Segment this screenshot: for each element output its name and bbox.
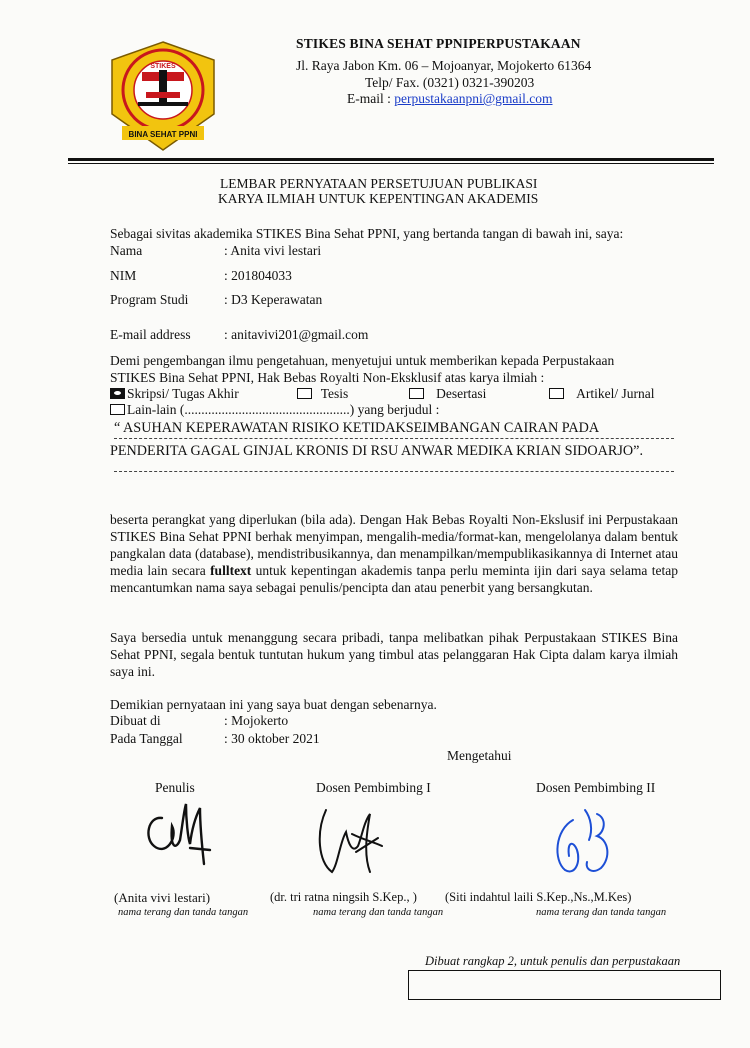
- option-skripsi[interactable]: [110, 386, 239, 402]
- checkbox-icon[interactable]: [110, 404, 125, 415]
- made-at-label: Dibuat di: [110, 713, 161, 728]
- letterhead-rule-thick: [68, 158, 714, 161]
- dosen2-signature: [545, 800, 625, 885]
- role-dosen-1: Dosen Pembimbing I: [316, 780, 431, 795]
- stikes-logo: [108, 40, 218, 152]
- checkbox-icon[interactable]: [549, 388, 564, 399]
- paragraph-rights: [110, 511, 678, 596]
- role-dosen-2: Dosen Pembimbing II: [536, 780, 656, 795]
- svg-text:BINA SEHAT PPNI: BINA SEHAT PPNI: [128, 130, 198, 139]
- nim-value: : 201804033: [224, 268, 292, 283]
- paragraph-rights-text2: untuk kepentingan akademis tanpa perlu meminta ijin dari saya selama tetap mencantumkan nama saya sebagai penulis/pencipta dan atau penerbit yang bersangkutan.: [110, 563, 678, 595]
- name-penulis: (Anita vivi lestari): [114, 890, 211, 905]
- made-at-value: : Mojokerto: [224, 713, 289, 728]
- consent-line2: STIKES Bina Sehat PPNI, Hak Bebas Royalti Non-Eksklusif atas karya ilmiah :: [110, 370, 545, 385]
- note-dosen-1: nama terang dan tanda tangan: [313, 907, 444, 918]
- option-desertasi[interactable]: [409, 386, 486, 402]
- option-lainlain[interactable]: [110, 402, 439, 418]
- name-dosen-1: (dr. tri ratna ningsih S.Kep., ): [270, 890, 417, 904]
- institution-name: STIKES BINA SEHAT PPNIPERPUSTAKAAN: [296, 36, 581, 51]
- title-dash-rule1: [114, 438, 674, 439]
- dosen1-signature: [312, 802, 392, 882]
- thesis-title-line2: PENDERITA GAGAL GINJAL KRONIS DI RSU ANWAR MEDIKA KRIAN SIDOARJO”.: [110, 443, 643, 459]
- option-tesis[interactable]: [297, 386, 348, 402]
- option-artikel-label: Artikel/ Jurnal: [576, 386, 655, 401]
- acknowledged-label: Mengetahui: [447, 748, 512, 763]
- paragraph-rights-text1: beserta perangkat yang diperlukan (bila ada). Dengan Hak Bebas Royalti Non-Ekslusif ini Perpustakaan STIKES Bina Sehat PPNI berhak menyimpan, mengalih-media/format-kan, mengelolanya dalam bentuk pangkalan data (database), mendistribusikannya, dan menampilkan/mempublikasikannya di Internet atau media lain secara: [110, 512, 678, 578]
- prodi-label: Program Studi: [110, 292, 189, 307]
- institution-email-line: [347, 91, 553, 107]
- nim-label: NIM: [110, 268, 137, 283]
- email-address-label: E-mail address: [110, 327, 191, 342]
- svg-text:STIKES: STIKES: [150, 63, 176, 70]
- date-value: : 30 oktober 2021: [224, 731, 320, 746]
- name-value: : Anita vivi lestari: [224, 243, 322, 258]
- footer-box: [408, 970, 721, 1000]
- footer-note: Dibuat rangkap 2, untuk penulis dan perpustakaan: [425, 954, 681, 968]
- title-dash-rule2: [114, 471, 674, 472]
- document-title-line2: KARYA ILMIAH UNTUK KEPENTINGAN AKADEMIS: [218, 191, 539, 206]
- paragraph-rights-bold: fulltext: [210, 563, 252, 578]
- date-label: Pada Tanggal: [110, 731, 183, 746]
- option-lainlain-label: Lain-lain (.................................................) yang berjudul :: [127, 402, 440, 417]
- document-title-line1: LEMBAR PERNYATAAN PERSETUJUAN PUBLIKASI: [220, 176, 538, 191]
- option-tesis-label: Tesis: [320, 386, 349, 401]
- letterhead-rule-thin: [68, 163, 714, 164]
- consent-line1: Demi pengembangan ilmu pengetahuan, menyetujui untuk memberikan kepada Perpustakaan: [110, 353, 615, 368]
- thesis-title-line1: “ ASUHAN KEPERAWATAN RISIKO KETIDAKSEIMBANGAN CAIRAN PADA: [114, 420, 600, 436]
- option-artikel[interactable]: [549, 386, 654, 402]
- institution-address: Jl. Raya Jabon Km. 06 – Mojoanyar, Mojokerto 61364: [296, 58, 592, 73]
- option-desertasi-label: Desertasi: [436, 386, 487, 401]
- note-penulis: nama terang dan tanda tangan: [118, 907, 249, 918]
- paragraph-liability: Saya bersedia untuk menanggung secara pribadi, tanpa melibatkan pihak Perpustakaan STIKES Bina Sehat PPNI, segala bentuk tuntutan hukum yang timbul atas pelanggaran Hak Cipta dalam karya ilmiah saya ini.: [110, 630, 678, 679]
- checkbox-checked-icon[interactable]: [110, 388, 125, 399]
- note-dosen-2: nama terang dan tanda tangan: [536, 907, 667, 918]
- option-skripsi-label: Skripsi/ Tugas Akhir: [127, 386, 239, 401]
- penulis-signature: [140, 798, 220, 868]
- email-label: E-mail :: [347, 91, 395, 106]
- checkbox-icon[interactable]: [297, 388, 312, 399]
- email-link[interactable]: perpustakaanpni@gmail.com: [394, 91, 553, 106]
- name-label: Nama: [110, 243, 143, 258]
- email-address-value: : anitavivi201@gmail.com: [224, 327, 369, 342]
- intro-text: Sebagai sivitas akademika STIKES Bina Sehat PPNI, yang bertanda tangan di bawah ini, saya:: [110, 226, 624, 241]
- role-penulis: Penulis: [155, 780, 195, 795]
- closing-statement: Demikian pernyataan ini yang saya buat dengan sebenarnya.: [110, 697, 437, 712]
- name-dosen-2: (Siti indahtul laili S.Kep.,Ns.,M.Kes): [445, 890, 632, 904]
- prodi-value: : D3 Keperawatan: [224, 292, 323, 307]
- institution-phone: Telp/ Fax. (0321) 0321-390203: [365, 75, 535, 90]
- checkbox-icon[interactable]: [409, 388, 424, 399]
